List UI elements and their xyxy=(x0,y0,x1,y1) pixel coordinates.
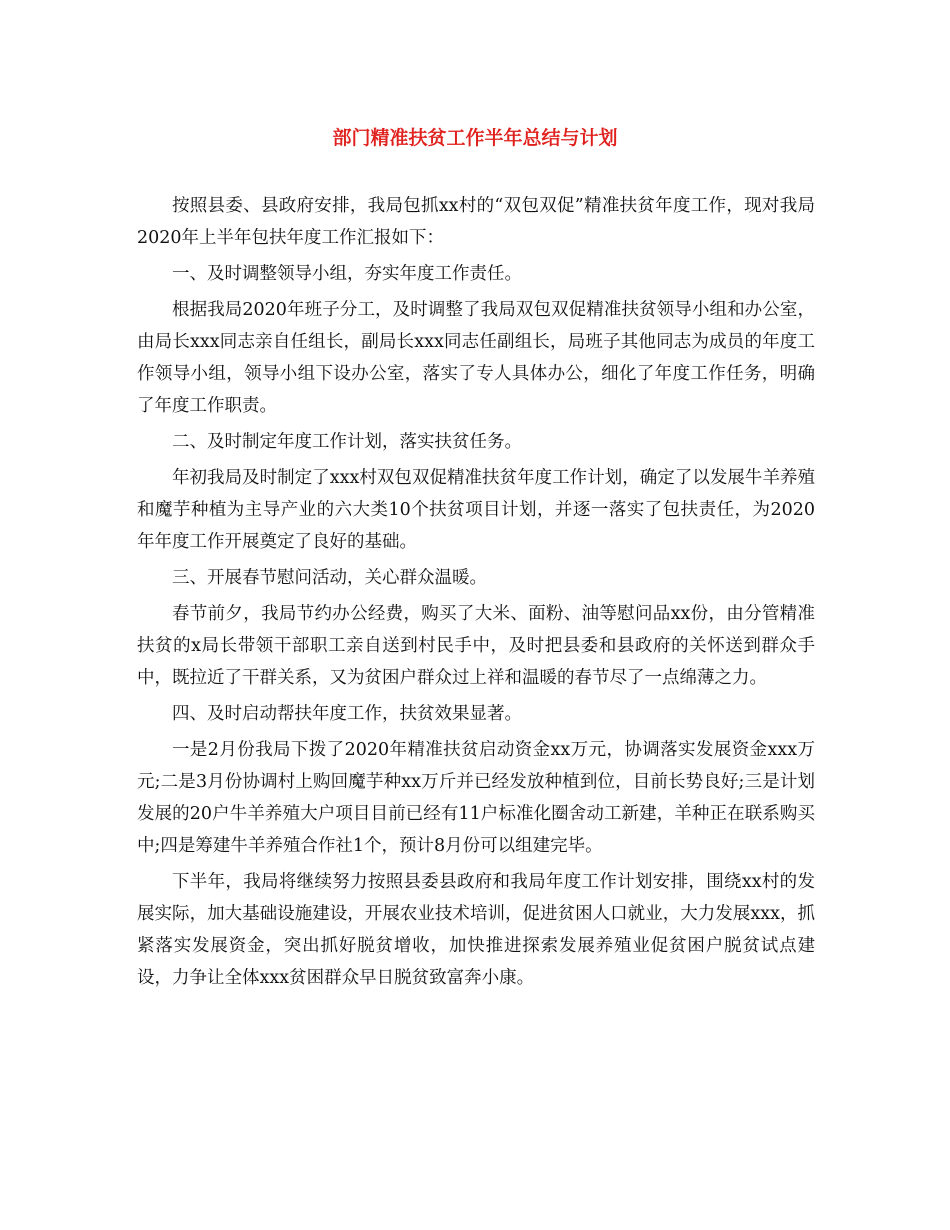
section-heading-3: 三、开展春节慰问活动，关心群众温暖。 xyxy=(172,568,487,588)
section-heading-2: 二、及时制定年度工作计划，落实扶贫任务。 xyxy=(172,432,522,452)
paragraph-4: 一是2月份我局下拨了2020年精准扶贫启动资金xx万元，协调落实发展资金xxx万元;二是3月份协调村上购回魔芋种xx万斤并已经发放种植到位，目前长势良好;三是计划发展的20户牛羊养殖大户项目目前已经有11户标准化圈舍动工新建，羊种正在联系购买中;四是筹建牛羊养殖合作社1个，预计8月份可以组建完毕。 xyxy=(137,740,815,856)
section-heading-1: 一、及时调整领导小组，夯实年度工作责任。 xyxy=(172,264,522,284)
section-heading-4: 四、及时启动帮扶年度工作，扶贫效果显著。 xyxy=(172,704,522,724)
paragraph-intro: 按照县委、县政府安排，我局包抓xx村的“双包双促”精准扶贫年度工作，现对我局2020年上半年包扶年度工作汇报如下： xyxy=(137,196,815,248)
document-body xyxy=(137,190,815,998)
paragraph-1: 根据我局2020年班子分工，及时调整了我局双包双促精准扶贫领导小组和办公室，由局长xxx同志亲自任组长，副局长xxx同志任副组长，局班子其他同志为成员的年度工作领导小组，领导小组下设办公室，落实了专人具体办公，细化了年度工作任务，明确了年度工作职责。 xyxy=(137,300,815,416)
document-title: 部门精准扶贫工作半年总结与计划 xyxy=(332,127,618,149)
paragraph-plan: 下半年，我局将继续努力按照县委县政府和我局年度工作计划安排，围绕xx村的发展实际，加大基础设施建设，开展农业技术培训，促进贫困人口就业，大力发展xxx，抓紧落实发展资金，突出抓好脱贫增收，加快推进探索发展养殖业促贫困户脱贫试点建设，力争让全体xxx贫困群众早日脱贫致富奔小康。 xyxy=(137,872,815,988)
paragraph-3: 春节前夕，我局节约办公经费，购买了大米、面粉、油等慰问品xx份，由分管精准扶贫的x局长带领干部职工亲自送到村民手中，及时把县委和县政府的关怀送到群众手中，既拉近了干群关系，又为贫困户群众过上祥和温暖的春节尽了一点绵薄之力。 xyxy=(137,604,815,688)
paragraph-2: 年初我局及时制定了xxx村双包双促精准扶贫年度工作计划，确定了以发展牛羊养殖和魔芋种植为主导产业的六大类10个扶贫项目计划，并逐一落实了包扶责任，为2020年年度工作开展奠定了良好的基础。 xyxy=(137,468,815,552)
